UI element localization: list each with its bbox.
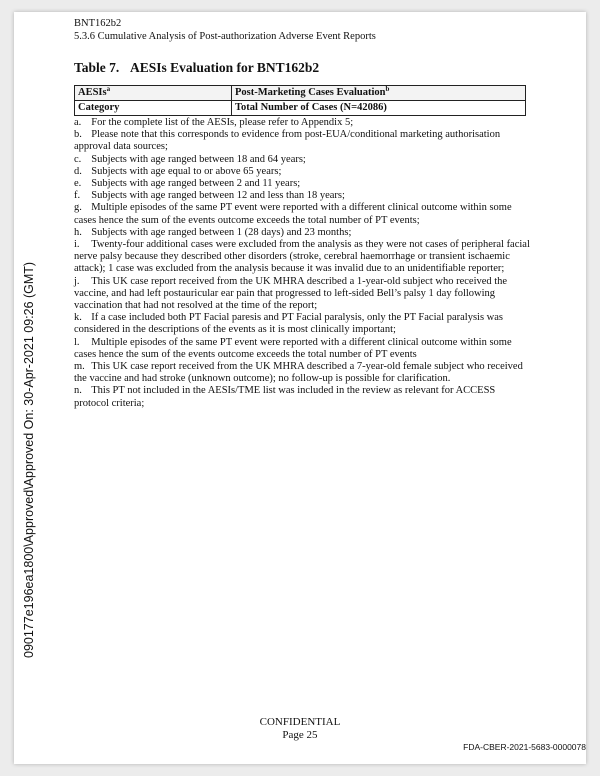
header-section: 5.3.6 Cumulative Analysis of Post-authorization Adverse Event Reports [74, 30, 376, 42]
footnote-text: Multiple episodes of the same PT event were reported with a different clinical outcome within some cases hence the sum of the events outcome exceeds the total number of PT events; [74, 202, 512, 226]
table-title [74, 60, 319, 76]
footnote-label: k. [74, 312, 82, 324]
footnote-item [74, 202, 530, 226]
footnote-text: Subjects with age ranged between 12 and less than 18 years; [91, 190, 345, 202]
footnote-item [74, 276, 530, 313]
footnote-text: For the complete list of the AESIs, please refer to Appendix 5; [91, 117, 354, 128]
footnote-item [74, 361, 530, 385]
footnote-label: c. [74, 153, 82, 165]
table-caption: AESIs Evaluation for BNT162b2 [130, 60, 320, 75]
header-product: BNT162b2 [74, 18, 122, 29]
footnote-text: Twenty-four additional cases were excluded from the analysis as they were not cases of peripheral facial nerve palsy because they described other disorders (stroke, cerebral haemorrhage or transient ischaemic attack); 1 case was excluded from the analysis because it was invalid due to an unidentifiable reporter; [74, 239, 530, 275]
page-footer [0, 716, 600, 742]
footnote-label: j. [74, 275, 80, 287]
footnote-item [74, 178, 530, 190]
footnote-text: Subjects with age ranged between 18 and 64 years; [91, 153, 306, 165]
footnote-item [74, 154, 530, 166]
footnote-text: This UK case report received from the UK MHRA described a 1-year-old subject who received the vaccine, and had left postauricular ear pain that progressed to left-sided Bell’s palsy 1 day following vaccination that had not resolved at the time of the report; [74, 275, 508, 312]
footnote-label: m. [74, 361, 85, 373]
footnote-label: l. [74, 336, 80, 348]
footnote-label: n. [74, 385, 82, 397]
footnote-label: a. [74, 117, 82, 128]
aesi-table [74, 85, 526, 116]
footnote-label: e. [74, 178, 82, 190]
table-row [75, 101, 526, 116]
footnote-label: f. [74, 190, 81, 202]
table-cell: Post-Marketing Cases Evaluation$^b$ [232, 86, 526, 101]
footnote-text: Subjects with age equal to or above 65 years; [91, 165, 282, 177]
footnote-item [74, 227, 530, 239]
confidential-label: CONFIDENTIAL [259, 716, 341, 728]
footnote-item [74, 129, 530, 153]
footnote-label: b. [74, 129, 82, 141]
footnote-item [74, 385, 530, 409]
page-header [74, 18, 376, 43]
footnote-label: i. [74, 239, 80, 251]
table-cell: AESIs$^a$ [75, 86, 232, 101]
document-id: FDA-CBER-2021-5683-0000078 [463, 742, 586, 752]
footnote-item [74, 117, 530, 129]
footnote-item [74, 312, 530, 336]
footnote-text: Subjects with age ranged between 1 (28 days) and 23 months; [91, 226, 352, 238]
footnote-item [74, 337, 530, 361]
footnote-text: Subjects with age ranged between 2 and 11 years; [91, 178, 301, 190]
footnote-text: Multiple episodes of the same PT event were reported with a different clinical outcome within some cases hence the sum of the events outcome exceeds the total number of PT events [74, 336, 512, 360]
footnote-label: d. [74, 165, 82, 177]
table-cell: Category [75, 101, 232, 116]
footnote-item [74, 190, 530, 202]
footnote-text: If a case included both PT Facial paresis and PT Facial paralysis, only the PT Facial paralysis was considered in the descriptions of the events as it is most clinically important; [74, 312, 503, 336]
footnote-text: Please note that this corresponds to evidence from post-EUA/conditional marketing authorisation approval data sources; [74, 129, 501, 153]
page-number: Page 25 [282, 729, 318, 741]
table-header-row [75, 86, 526, 101]
footnote-text: This PT not included in the AESIs/TME list was included in the review as relevant for ACCESS protocol criteria; [74, 385, 496, 409]
footnote-item [74, 239, 530, 276]
footnote-item [74, 166, 530, 178]
table-number: Table 7. [74, 60, 120, 75]
footnote-text: This UK case report received from the UK MHRA described a 7-year-old female subject who received the vaccine and had stroke (unknown outcome); no follow-up is possible for clarification. [74, 361, 523, 385]
table-cell: Total Number of Cases (N=42086) [232, 101, 526, 116]
footnote-label: h. [74, 226, 82, 238]
approval-stamp: 090177e196ea1800\Approved\Approved On: 30-Apr-2021 09:26 (GMT) [22, 261, 36, 658]
footnotes [74, 117, 530, 410]
footnote-label: g. [74, 202, 82, 214]
